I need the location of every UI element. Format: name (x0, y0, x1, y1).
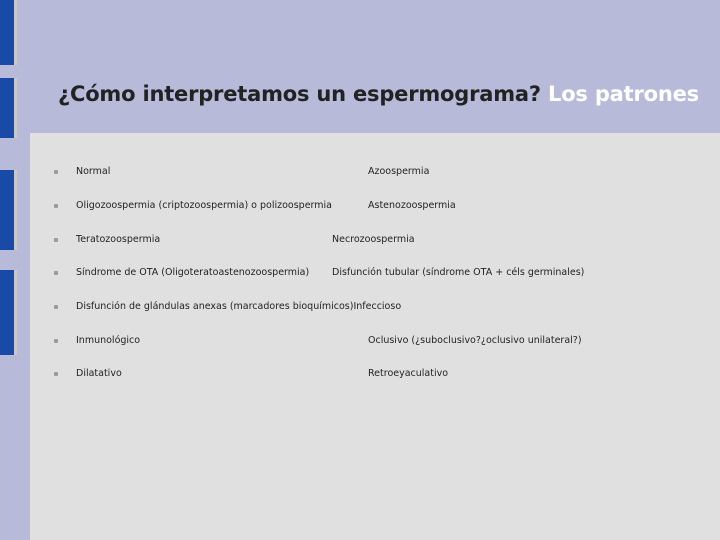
item-left: Teratozoospermia (76, 234, 161, 245)
list-item (30, 234, 720, 254)
list-item (30, 335, 720, 355)
item-right: Disfunción tubular (síndrome OTA + céls germinales) (332, 267, 585, 278)
list-item (30, 267, 720, 287)
bullet-icon (54, 271, 58, 275)
list-item (30, 200, 720, 220)
bullet-icon (54, 305, 58, 309)
accent-bar-2 (0, 78, 17, 138)
slide-title (58, 82, 699, 106)
list-item (30, 166, 720, 186)
item-left: Síndrome de OTA (Oligoteratoastenozoospermia) (76, 267, 310, 278)
title-highlight: Los patrones (548, 82, 699, 106)
list-item (30, 301, 720, 321)
accent-bar-1 (0, 0, 17, 65)
bullet-icon (54, 238, 58, 242)
accent-bar-4 (0, 270, 17, 355)
bullet-icon (54, 372, 58, 376)
item-right: Retroeyaculativo (368, 368, 449, 379)
list-item (30, 368, 720, 388)
content-area (30, 133, 720, 540)
bullet-icon (54, 170, 58, 174)
item-left: Oligozoospermia (criptozoospermia) o polizoospermia (76, 200, 333, 211)
accent-bar-3 (0, 170, 17, 250)
item-left: Normal (76, 166, 111, 177)
header-band (30, 0, 720, 133)
bullet-icon (54, 339, 58, 343)
item-right: Necrozoospermia (332, 234, 415, 245)
item-right: Azoospermia (368, 166, 430, 177)
item-right: Oclusivo (¿suboclusivo?¿oclusivo unilateral?) (368, 335, 582, 346)
bullet-icon (54, 204, 58, 208)
item-left: Inmunológico (76, 335, 141, 346)
item-left: Disfunción de glándulas anexas (marcadores bioquímicos)Infeccioso (76, 301, 402, 312)
title-main: ¿Cómo interpretamos un espermograma? (58, 82, 541, 106)
item-right: Astenozoospermia (368, 200, 456, 211)
item-left: Dilatativo (76, 368, 122, 379)
